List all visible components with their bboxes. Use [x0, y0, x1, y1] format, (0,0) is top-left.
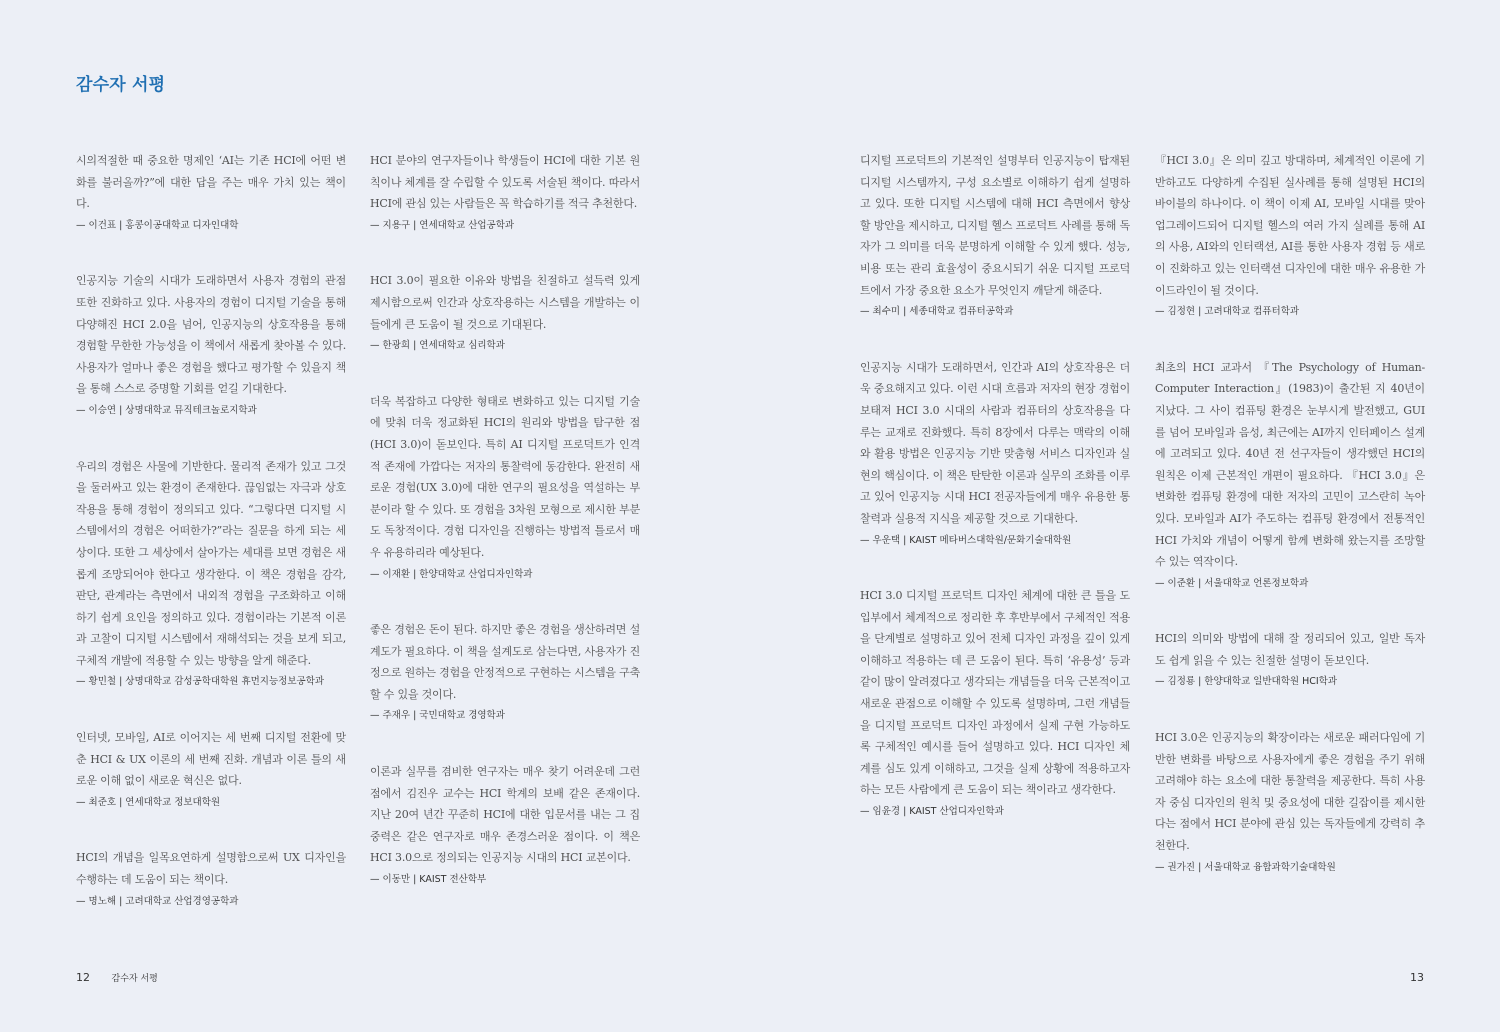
reviewer-signature: — 이건표 | 홍콩이공대학교 디자인대학	[76, 219, 239, 231]
review-text: 우리의 경험은 사물에 기반한다. 물리적 존재가 있고 그것을 둘러싸고 있는 환경이 존재한다. 끊임없는 자극과 상호작용을 통해 경험이 정의되고 있다. “그렇다면 디지털 시스템에서의 경험은 어떠한가?”라는 질문을 하게 되는 세상이다. 또한 그 세상에서 살아가는 세대를 보면 경험은 새롭게 조망되어야 한다고 생각한다. 이 책은 경험을 감각, 판단, 관계라는 측면에서 내외적 경험을 구조화하고 이해하기 쉽게 요인을 정의하고 있다. 경험이라는 기본적 이론과 고찰이 디지털 시스템에서 재해석되는 것을 보게 되고, 구체적 개발에 적용할 수 있는 방향을 알게 해준다.	[76, 459, 346, 667]
review-block	[370, 150, 640, 236]
review-block	[1155, 628, 1425, 693]
review-text: 좋은 경험은 돈이 된다. 하지만 좋은 경험을 생산하려면 설계도가 필요하다. 이 책을 설계도로 삼는다면, 사용자가 진정으로 원하는 경험을 안정적으로 구현하는 시스템을 구축할 수 있을 것이다.	[370, 623, 641, 701]
reviewer-signature: — 김정현 | 고려대학교 컴퓨터학과	[1155, 306, 1300, 318]
review-block	[76, 727, 346, 813]
left-page-number: 12	[76, 971, 90, 984]
reviewer-signature: — 지용구 | 연세대학교 산업공학과	[370, 219, 515, 231]
review-block	[76, 270, 346, 421]
review-text: 『HCI 3.0』은 의미 깊고 방대하며, 체계적인 이론에 기반하고도 다양하게 수집된 실사례를 통해 설명된 HCI의 바이블의 하나이다. 이 책이 이제 AI, 모바일 시대를 맞아 업그레이드되어 디지털 헬스의 여러 가지 실례를 통해 AI의 사용, AI와의 인터랙션, AI를 통한 사용자 경험 등 새로이 진화하고 있는 인터랙션 디자인에 대한 매우 유용한 가이드라인이 될 것이다.	[1155, 154, 1425, 297]
reviewer-signature: — 권가진 | 서울대학교 융합과학기술대학원	[1155, 861, 1336, 873]
reviewer-signature: — 명노해 | 고려대학교 산업경영공학과	[76, 895, 239, 907]
review-text: HCI 분야의 연구자들이나 학생들이 HCI에 대한 기본 원칙이나 체계를 잘 수립할 수 있도록 서술된 책이다. 따라서 HCI에 관심 있는 사람들은 꼭 학습하기를 적극 추천한다.	[370, 154, 640, 211]
review-column-3	[860, 150, 1130, 857]
review-column-4	[1155, 150, 1425, 912]
review-text: HCI의 의미와 방법에 대해 잘 정리되어 있고, 일반 독자도 쉽게 읽을 수 있는 친절한 설명이 돋보인다.	[1155, 632, 1425, 667]
reviewer-signature: — 이준환 | 서울대학교 언론정보학과	[1155, 577, 1309, 589]
reviewer-signature: — 최수미 | 세종대학교 컴퓨터공학과	[860, 306, 1014, 318]
review-block	[370, 391, 640, 585]
page-title: 감수자 서평	[76, 75, 166, 95]
review-text: 인공지능 기술의 시대가 도래하면서 사용자 경험의 관점 또한 진화하고 있다. 사용자의 경험이 디지털 기술을 통해 다양해진 HCI 2.0을 넘어, 인공지능의 상호작용을 통해 경험할 무한한 가능성을 이 책에서 새롭게 찾아볼 수 있다. 사용자가 얼마나 좋은 경험을 했다고 평가할 수 있을지 책을 통해 스스로 증명할 기회를 얻길 기대한다.	[76, 274, 346, 396]
review-column-2	[370, 150, 640, 925]
review-block	[860, 150, 1130, 323]
review-block	[370, 761, 640, 891]
reviewer-signature: — 이동만 | KAIST 전산학부	[370, 874, 487, 886]
review-text: HCI 3.0이 필요한 이유와 방법을 친절하고 설득력 있게 제시함으로써 인간과 상호작용하는 시스템을 개발하는 이들에게 큰 도움이 될 것으로 기대된다.	[370, 274, 640, 331]
reviewer-signature: — 최준호 | 연세대학교 정보대학원	[76, 796, 221, 808]
review-text: 디지털 프로덕트의 기본적인 설명부터 인공지능이 탑재된 디지털 시스템까지, 구성 요소별로 이해하기 쉽게 설명하고 있다. 또한 디지털 시스템에 대해 HCI 측면에서 향상할 방안을 제시하고, 디지털 헬스 프로덕트 사례를 통해 독자가 그 의미를 더욱 분명하게 이해할 수 있게 했다. 성능, 비용 또는 관리 효율성이 중요시되기 쉬운 디지털 프로덕트에서 가장 중요한 요소가 무엇인지 깨닫게 해준다.	[860, 154, 1130, 297]
review-block	[1155, 727, 1425, 878]
review-block	[1155, 150, 1425, 323]
right-page-footer	[1410, 971, 1424, 984]
review-block	[860, 585, 1130, 823]
reviewer-signature: — 이승연 | 상명대학교 뮤직테크놀로지학과	[76, 404, 257, 416]
reviewer-signature: — 황민철 | 상명대학교 감성공학대학원 휴먼지능정보공학과	[76, 676, 325, 688]
reviewer-signature: — 이재환 | 한양대학교 산업디자인학과	[370, 568, 533, 580]
review-text: HCI의 개념을 일목요연하게 설명함으로써 UX 디자인을 수행하는 데 도움이 되는 책이다.	[76, 851, 346, 887]
review-block	[76, 456, 346, 694]
reviewer-signature: — 우운택 | KAIST 메타버스대학원/문화기술대학원	[860, 534, 1072, 546]
reviewer-signature: — 임윤경 | KAIST 산업디자인학과	[860, 806, 1004, 818]
review-block	[370, 270, 640, 356]
left-page-footer	[76, 971, 158, 984]
review-text: HCI 3.0 디지털 프로덕트 디자인 체계에 대한 큰 틀을 도입부에서 체계적으로 정리한 후 후반부에서 구체적인 적용을 단계별로 설명하고 있어 전체 디자인 과정을 깊이 있게 이해하고 적용하는 데 큰 도움이 된다. 특히 ‘유용성’ 등과 같이 많이 알려졌다고 생각되는 개념들을 더욱 근본적이고 새로운 관점으로 이해할 수 있도록 설명하며, 그런 개념들을 디지털 프로덕트 디자인 과정에서 실제 구현 가능하도록 구체적인 예시를 들어 설명하고 있다. HCI 디자인 체계를 심도 있게 이해하고, 그것을 실제 상황에 적용하고자 하는 모든 사람에게 큰 도움이 되는 책이라고 생각한다.	[860, 589, 1131, 797]
review-text: 이론과 실무를 겸비한 연구자는 매우 찾기 어려운데 그런 점에서 김진우 교수는 HCI 학계의 보배 같은 존재이다. 지난 20여 년간 꾸준히 HCI에 대한 입문서를 내는 그 집중력은 같은 연구자로 매우 존경스러운 점이다. 이 책은 HCI 3.0으로 정의되는 인공지능 시대의 HCI 교본이다.	[370, 765, 640, 865]
review-block	[370, 619, 640, 727]
right-page-number: 13	[1410, 971, 1424, 984]
running-header-label: 감수자 서평	[111, 974, 158, 984]
review-block	[76, 150, 346, 236]
review-text: HCI 3.0은 인공지능의 확장이라는 새로운 패러다임에 기반한 변화를 바탕으로 사용자에게 좋은 경험을 주기 위해 고려해야 하는 요소에 대한 통찰력을 제공한다. 특히 사용자 중심 디자인의 원칙 및 중요성에 대한 길잡이를 제시한다는 점에서 HCI 분야에 관심 있는 독자들에게 강력히 추천한다.	[1155, 731, 1425, 853]
review-text: 인공지능 시대가 도래하면서, 인간과 AI의 상호작용은 더욱 중요해지고 있다. 이런 시대 흐름과 저자의 현장 경험이 보태져 HCI 3.0 시대의 사람과 컴퓨터의 상호작용을 다루는 교재로 진화했다. 특히 8장에서 다루는 맥락의 이해와 활용 방법은 인공지능 기반 맞춤형 서비스 디자인과 실현의 핵심이다. 이 책은 탄탄한 이론과 실무의 조화를 이루고 있어 인공지능 시대 HCI 전공자들에게 매우 유용한 통찰력과 실용적 지식을 제공할 것으로 기대한다.	[860, 360, 1130, 525]
reviewer-signature: — 김정룡 | 한양대학교 일반대학원 HCI학과	[1155, 676, 1338, 688]
review-text: 최초의 HCI 교과서 『The Psychology of Human-Computer Interaction』(1983)이 출간된 지 40년이 지났다. 그 사이 컴퓨팅 환경은 눈부시게 발전했고, GUI를 넘어 모바일과 음성, 최근에는 AI까지 인터페이스 설계에 고려되고 있다. 40년 전 선구자들이 생각했던 HCI의 원칙은 이제 근본적인 개편이 필요하다. 『HCI 3.0』은 변화한 컴퓨팅 환경에 대한 저자의 고민이 고스란히 녹아 있다. 모바일과 AI가 주도하는 컴퓨팅 환경에서 전통적인 HCI 가치와 개념이 어떻게 함께 변화해 왔는지를 조망할 수 있는 역작이다.	[1155, 360, 1425, 569]
review-text: 인터넷, 모바일, AI로 이어지는 세 번째 디지털 전환에 맞춘 HCI & UX 이론의 세 번째 진화. 개념과 이론 틀의 새로운 이해 없이 새로운 혁신은 없다.	[76, 731, 346, 788]
review-text: 더욱 복잡하고 다양한 형태로 변화하고 있는 디지털 기술에 맞춰 더욱 정교화된 HCI의 원리와 방법을 탐구한 점(HCI 3.0)이 돋보인다. 특히 AI 디지털 프로덕트가 인격적 존재에 가깝다는 저자의 통찰력에 동감한다. 완전히 새로운 경험(UX 3.0)에 대한 연구의 필요성을 역설하는 부분이라 할 수 있다. 또 경험을 3차원 모형으로 제시한 부분도 독창적이다. 경험 디자인을 진행하는 방법적 틀로서 매우 유용하리라 예상된다.	[370, 394, 640, 559]
review-block	[76, 847, 346, 912]
reviewer-signature: — 한광희 | 연세대학교 심리학과	[370, 340, 505, 352]
review-text: 시의적절한 때 중요한 명제인 ‘AI는 기존 HCI에 어떤 변화를 불러올까?”에 대한 답을 주는 매우 가치 있는 책이다.	[76, 154, 346, 211]
reviewer-signature: — 주재우 | 국민대학교 경영학과	[370, 710, 505, 722]
review-block	[1155, 357, 1425, 595]
review-column-1	[76, 150, 346, 946]
review-block	[860, 357, 1130, 551]
